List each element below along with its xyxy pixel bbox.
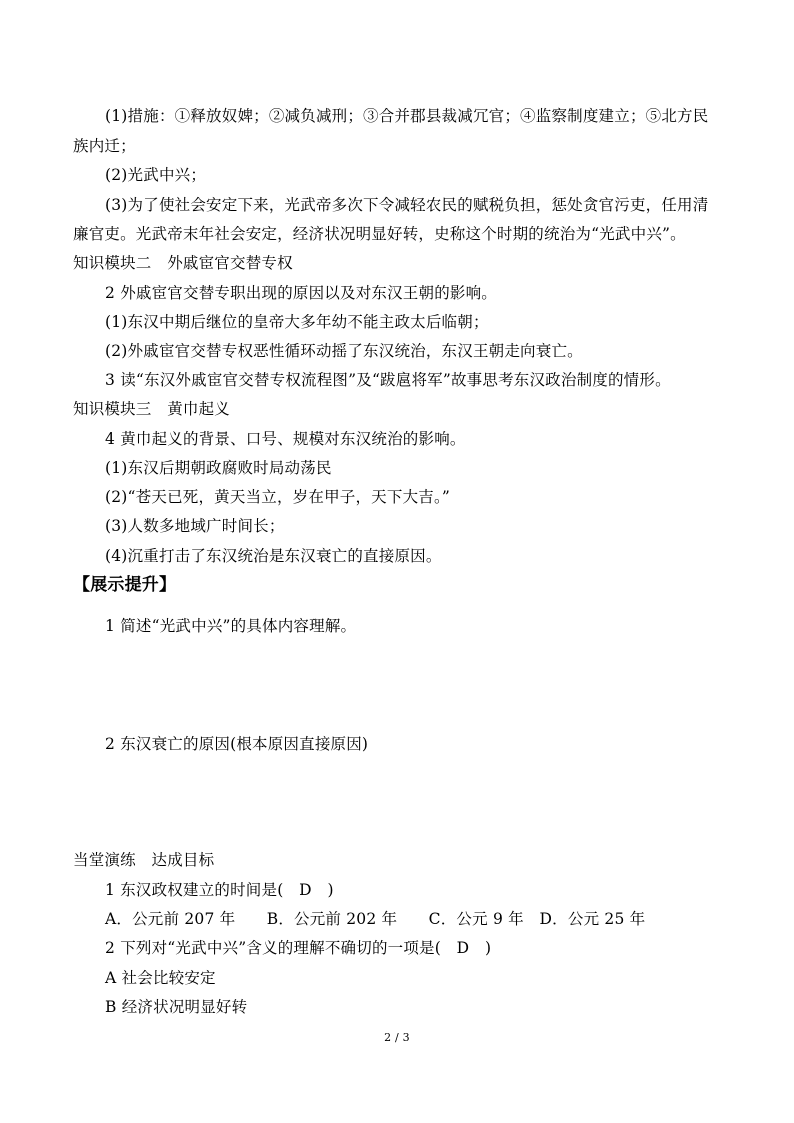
answer-line: (2)外戚宦官交替专权恶性循环动摇了东汉统治，东汉王朝走向衰亡。 xyxy=(105,342,583,360)
question-line: 3 读“东汉外戚宦官交替专权流程图”及“跋扈将军”故事思考东汉政治制度的情形。 xyxy=(105,371,671,389)
answer-line: (4)沉重打击了东汉统治是东汉衰亡的直接原因。 xyxy=(105,547,442,565)
question-line: 1 简述“光武中兴”的具体内容理解。 xyxy=(105,617,357,635)
answer-line-cont: 廉官吏。光武帝末年社会安定，经济状况明显好转，史称这个时期的统治为“光武中兴”。 xyxy=(73,225,686,243)
question-line: 2 外戚宦官交替专职出现的原因以及对东汉王朝的影响。 xyxy=(105,284,497,302)
answer-line: (2)“苍天已死，黄天当立，岁在甲子，天下大吉。” xyxy=(105,488,451,506)
measures-line-cont: 族内迁； xyxy=(73,137,136,155)
option-line: A 社会比较安定 xyxy=(105,969,216,987)
answer-line: (1)东汉中期后继位的皇帝大多年幼不能主政太后临朝； xyxy=(105,313,489,331)
answer-line: (2)光武中兴； xyxy=(105,166,207,184)
measures-line: (1)措施：①释放奴婢；②减负减刑；③合并郡县裁减冗官；④监察制度建立；⑤北方民 xyxy=(105,107,709,125)
section-heading: 知识模块二 外戚宦官交替专权 xyxy=(73,254,293,272)
answer-line: (3)为了使社会安定下来，光武帝多次下令减轻农民的赋税负担，惩处贪官污吏，任用清 xyxy=(105,196,709,214)
section-heading: 当堂演练 达成目标 xyxy=(73,851,215,869)
answer-line: (1)东汉后期朝政腐败时局动荡民 xyxy=(105,459,332,477)
question-line: 4 黄巾起义的背景、口号、规模对东汉统治的影响。 xyxy=(105,430,466,448)
section-heading: 知识模块三 黄巾起义 xyxy=(73,400,231,418)
question-line: 2 东汉衰亡的原因(根本原因直接原因) xyxy=(105,735,369,753)
question-line: 2 下列对“光武中兴”含义的理解不确切的一项是( D ) xyxy=(105,939,492,957)
option-line: B 经济状况明显好转 xyxy=(105,998,248,1016)
section-title: 【展示提升】 xyxy=(73,575,177,595)
options-line: A．公元前 207 年 B．公元前 202 年 C．公元 9 年 D．公元 25 年 xyxy=(105,910,646,928)
page-number: 2 / 3 xyxy=(384,1031,410,1044)
question-line: 1 东汉政权建立的时间是( D ) xyxy=(105,881,334,899)
answer-line: (3)人数多地域广时间长； xyxy=(105,517,285,535)
